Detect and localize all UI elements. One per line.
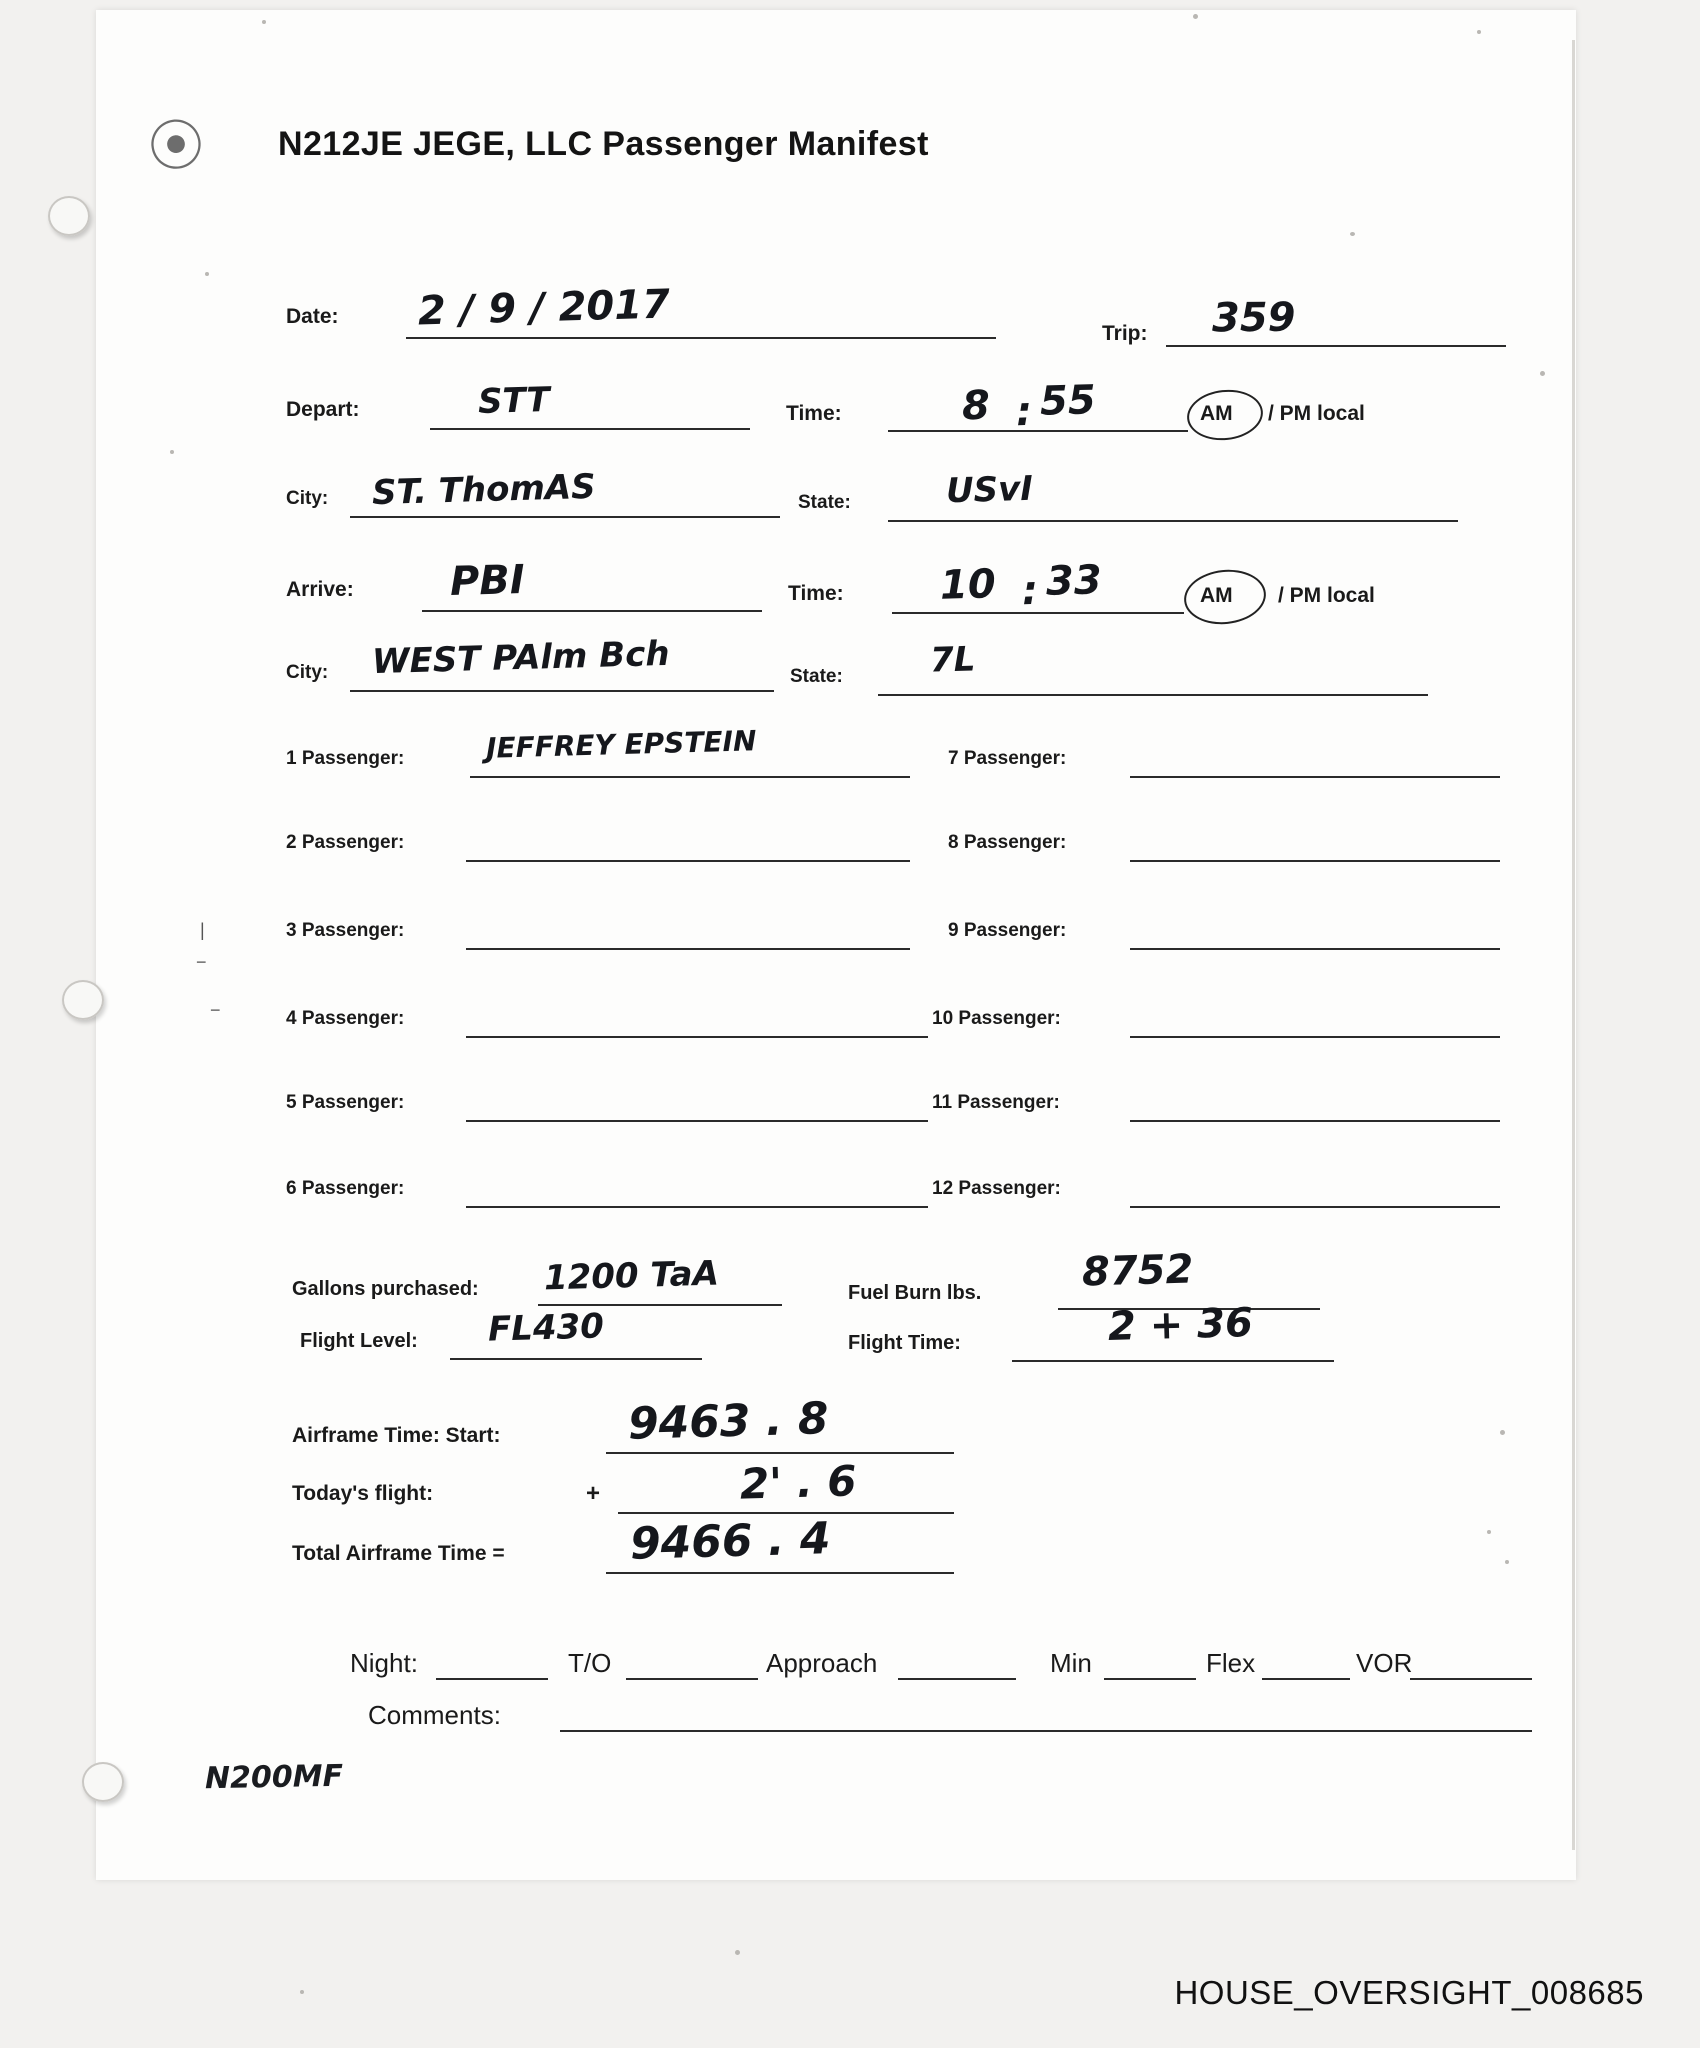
am-circled-marker-arrive (1181, 566, 1268, 628)
rule-depart (430, 428, 750, 430)
rule-night (436, 1678, 548, 1680)
rule-passenger-8 (1130, 860, 1500, 862)
label-passenger-7: 7 Passenger: (948, 748, 1067, 769)
scan-speck (1500, 1430, 1505, 1435)
label-depart: Depart: (286, 398, 360, 421)
margin-note-tail-number: N200MF (204, 1758, 344, 1797)
rule-depart-time (888, 430, 1188, 432)
label-min: Min (1050, 1648, 1092, 1678)
rule-trip (1166, 345, 1506, 347)
label-passenger-2: 2 Passenger: (286, 832, 405, 853)
page-edge-shadow (1572, 40, 1575, 1850)
rule-passenger-11 (1130, 1120, 1500, 1122)
label-arrive: Arrive: (286, 578, 354, 601)
label-passenger-9: 9 Passenger: (948, 920, 1067, 941)
value-total-airframe[interactable]: 9466 . 4 (629, 1513, 832, 1570)
label-gallons-purchased: Gallons purchased: (292, 1278, 479, 1300)
value-depart-state[interactable]: USvI (945, 468, 1034, 512)
rule-approach (898, 1678, 1016, 1680)
am-circled-marker (1185, 386, 1266, 444)
rule-flight-level (450, 1358, 702, 1360)
value-passenger-1[interactable]: JEFFREY EPSTEIN (485, 724, 757, 765)
label-arrive-time: Time: (788, 582, 844, 605)
label-flex: Flex (1206, 1648, 1256, 1678)
rule-passenger-10 (1130, 1036, 1500, 1038)
value-todays-flight[interactable]: 2' . 6 (739, 1456, 858, 1509)
rule-min (1104, 1678, 1196, 1680)
rule-passenger-1 (470, 776, 910, 778)
label-vor: VOR (1356, 1648, 1413, 1678)
value-depart-hour[interactable]: 8 (961, 382, 991, 430)
rule-passenger-5 (466, 1120, 928, 1122)
rule-passenger-4 (466, 1036, 928, 1038)
label-total-airframe: Total Airframe Time = (292, 1542, 505, 1565)
value-flight-time[interactable]: 2 + 36 (1107, 1299, 1254, 1351)
rule-flex (1262, 1678, 1350, 1680)
label-todays-flight: Today's flight: (292, 1482, 434, 1505)
label-flight-time: Flight Time: (848, 1332, 961, 1354)
label-arrive-ampm: / PM local (1278, 584, 1375, 607)
label-arrive-state: State: (790, 666, 843, 687)
label-depart-time: Time: (786, 402, 842, 425)
paperclip-smudge-icon: ⦿ (144, 110, 209, 181)
value-arrive-hour[interactable]: 10 (939, 561, 997, 609)
rule-passenger-7 (1130, 776, 1500, 778)
page-title: N212JE JEGE, LLC Passenger Manifest (278, 125, 929, 163)
value-arrive-colon: : (1021, 567, 1039, 615)
label-comments: Comments: (368, 1700, 501, 1730)
value-depart-city[interactable]: ST. ThomAS (371, 466, 597, 514)
rule-depart-city (350, 516, 780, 518)
rule-passenger-3 (466, 948, 910, 950)
value-arrive-minute[interactable]: 33 (1045, 557, 1103, 605)
rule-passenger-12 (1130, 1206, 1500, 1208)
scan-mark: − (210, 1000, 221, 1020)
label-passenger-6: 6 Passenger: (286, 1178, 405, 1199)
rule-date (406, 337, 996, 339)
label-passenger-1: 1 Passenger: (286, 748, 405, 769)
label-passenger-12: 12 Passenger: (932, 1178, 1061, 1199)
rule-depart-state (888, 520, 1458, 522)
rule-passenger-6 (466, 1206, 928, 1208)
value-airframe-start[interactable]: 9463 . 8 (627, 1393, 830, 1450)
value-flight-level[interactable]: FL430 (487, 1306, 605, 1350)
label-depart-ampm: / PM local (1268, 402, 1365, 425)
value-fuel-burn[interactable]: 8752 (1081, 1246, 1194, 1296)
rule-to (626, 1678, 758, 1680)
value-arrive-city[interactable]: WEST PAlm Bch (371, 633, 671, 683)
rule-gallons (538, 1304, 782, 1306)
value-depart[interactable]: STT (477, 380, 551, 422)
value-arrive[interactable]: PBI (449, 556, 526, 606)
rule-arrive-city (350, 690, 774, 692)
scan-speck (300, 1990, 304, 1994)
label-arrive-city: City: (286, 662, 329, 683)
label-trip: Trip: (1102, 322, 1148, 345)
rule-passenger-9 (1130, 948, 1500, 950)
label-approach: Approach (766, 1648, 878, 1678)
scan-mark: | (200, 920, 205, 940)
label-passenger-11: 11 Passenger: (932, 1092, 1060, 1113)
document-bates-id: HOUSE_OVERSIGHT_008685 (1174, 1974, 1644, 2011)
value-gallons-purchased[interactable]: 1200 TaA (543, 1253, 720, 1299)
label-airframe-start: Airframe Time: Start: (292, 1424, 501, 1447)
rule-flight-time (1012, 1360, 1334, 1362)
label-passenger-3: 3 Passenger: (286, 920, 405, 941)
label-depart-city: City: (286, 488, 329, 509)
value-arrive-state[interactable]: 7L (929, 639, 976, 681)
label-date: Date: (286, 305, 339, 328)
label-night: Night: (350, 1648, 418, 1678)
label-passenger-4: 4 Passenger: (286, 1008, 405, 1029)
label-arrive-am[interactable]: AM (1200, 584, 1233, 607)
label-passenger-8: 8 Passenger: (948, 832, 1067, 853)
label-passenger-10: 10 Passenger: (932, 1008, 1061, 1029)
rule-arrive (422, 610, 762, 612)
label-plus-sign: + (586, 1480, 601, 1507)
rule-arrive-state (878, 694, 1428, 696)
value-depart-minute[interactable]: 55 (1039, 377, 1097, 425)
scan-speck (735, 1950, 740, 1955)
scan-speck (1540, 371, 1545, 376)
rule-airframe-start (606, 1452, 954, 1454)
value-trip[interactable]: 359 (1211, 294, 1296, 342)
label-to: T/O (568, 1648, 612, 1678)
scan-speck (1505, 1560, 1509, 1564)
scan-speck (1487, 1530, 1491, 1534)
label-depart-state: State: (798, 492, 851, 513)
rule-comments (560, 1730, 1532, 1732)
label-fuel-burn: Fuel Burn lbs. (848, 1282, 982, 1304)
rule-total-airframe (606, 1572, 954, 1574)
label-passenger-5: 5 Passenger: (286, 1092, 405, 1113)
rule-passenger-2 (466, 860, 910, 862)
label-depart-am[interactable]: AM (1200, 402, 1233, 425)
rule-vor (1410, 1678, 1532, 1680)
value-date[interactable]: 2 / 9 / 2017 (417, 281, 671, 335)
label-flight-level: Flight Level: (300, 1330, 418, 1352)
scan-mark: − (196, 952, 207, 972)
value-depart-colon: : (1015, 388, 1033, 436)
